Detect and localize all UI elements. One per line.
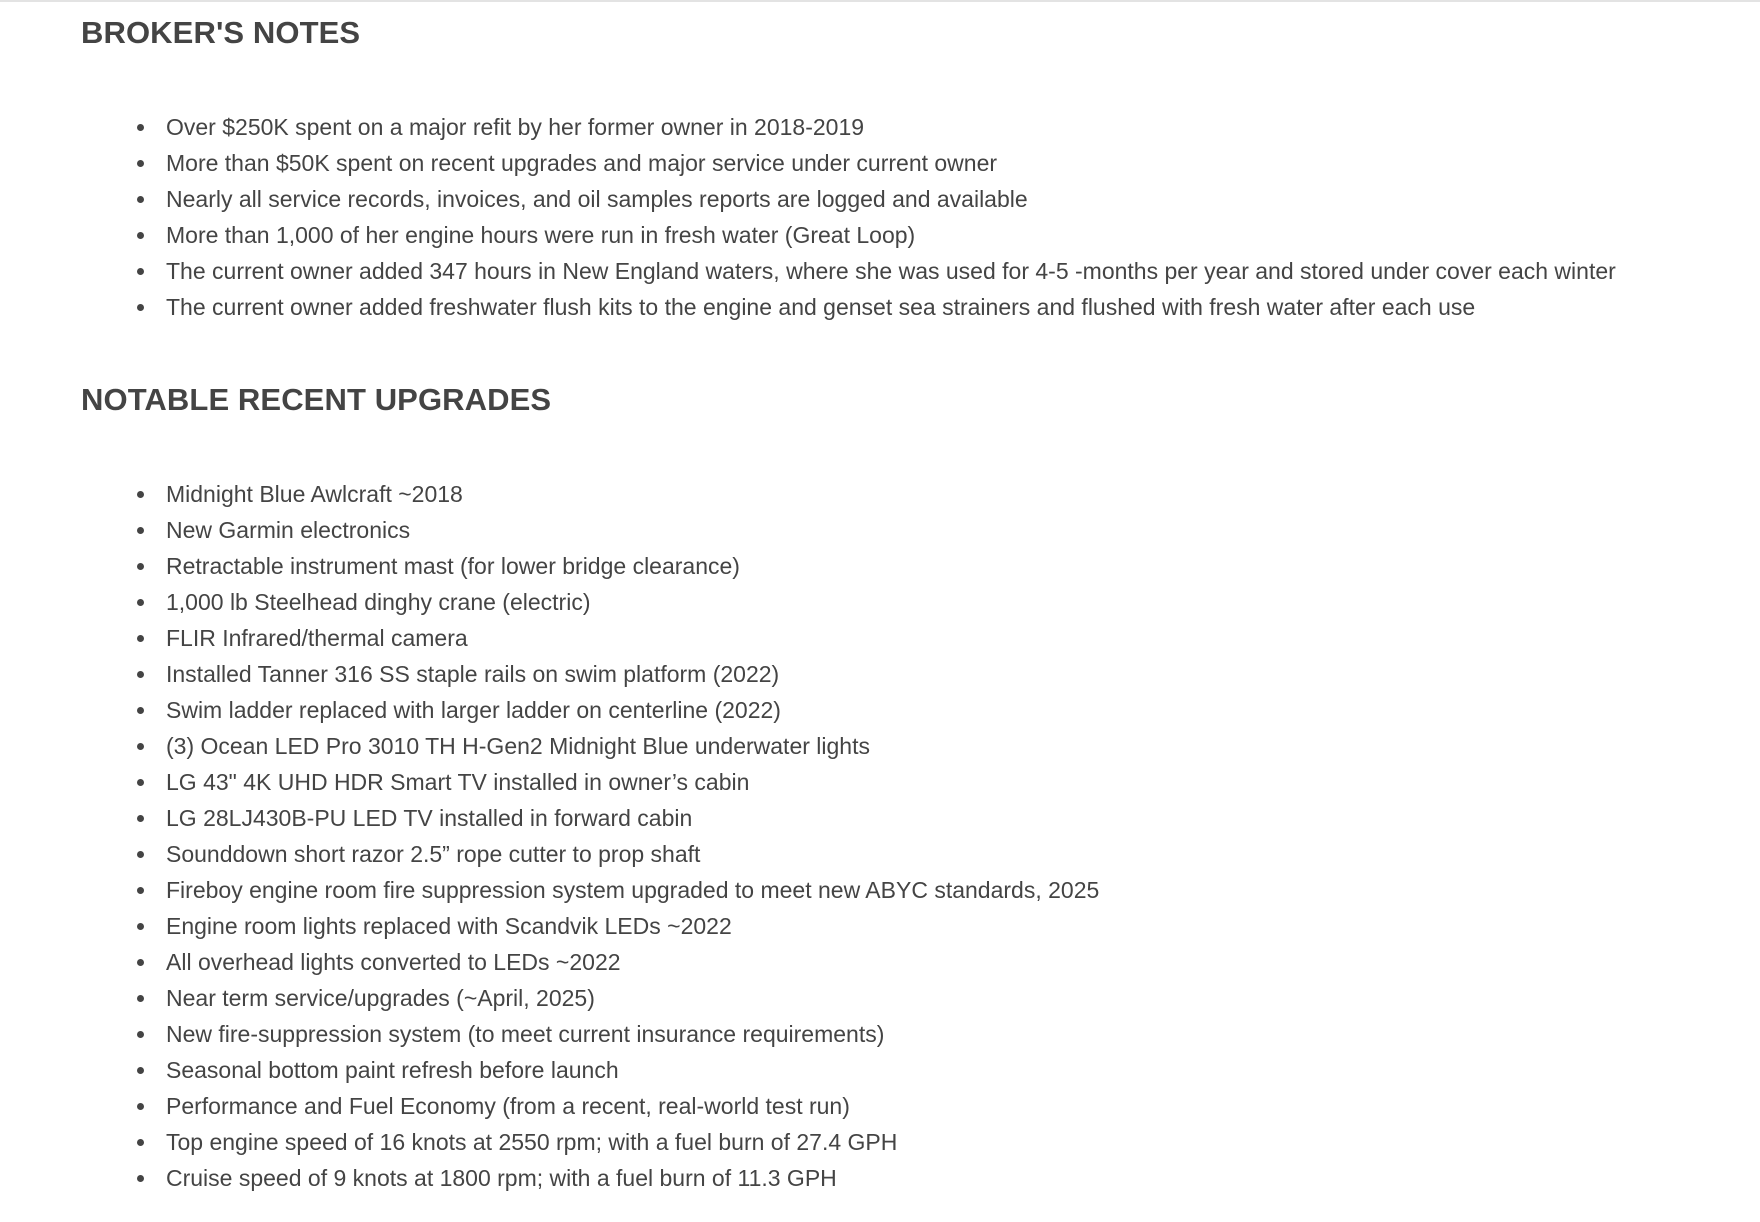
list-item [81,620,1099,656]
bullet-icon [137,196,144,203]
bullet-icon [137,124,144,131]
bullet-icon [137,995,144,1002]
bullet-icon [137,599,144,606]
bullet-icon [137,1031,144,1038]
list-item [81,944,1099,980]
list-item-text: The current owner added freshwater flush kits to the engine and genset sea strainers and flushed with fresh water after each use [166,294,1476,320]
bullet-icon [137,887,144,894]
notable-upgrades-list [81,476,1099,1196]
bullet-icon [137,1175,144,1182]
list-item-text: New Garmin electronics [166,517,411,543]
list-item [81,289,1616,325]
bullet-icon [137,1103,144,1110]
bullet-icon [137,232,144,239]
list-item [81,145,1616,181]
bullet-icon [137,160,144,167]
list-item [81,692,1099,728]
list-item-text: Seasonal bottom paint refresh before launch [166,1057,619,1083]
list-item-text: Nearly all service records, invoices, and oil samples reports are logged and available [166,186,1028,212]
bullet-icon [137,268,144,275]
list-item [81,217,1616,253]
list-item-text: Swim ladder replaced with larger ladder on centerline (2022) [166,697,781,723]
list-item-text: Over $250K spent on a major refit by her former owner in 2018-2019 [166,114,865,140]
bullet-icon [137,779,144,786]
list-item [81,512,1099,548]
list-item [81,181,1616,217]
list-item-text: More than $50K spent on recent upgrades and major service under current owner [166,150,998,176]
list-item-text: Installed Tanner 316 SS staple rails on swim platform (2022) [166,661,780,687]
list-item-text: Fireboy engine room fire suppression system upgraded to meet new ABYC standards, 2025 [166,877,1100,903]
list-item [81,253,1616,289]
list-item [81,548,1099,584]
list-item-text: Sounddown short razor 2.5” rope cutter to prop shaft [166,841,701,867]
list-item-text: Midnight Blue Awlcraft ~2018 [166,481,463,507]
list-item-text: 1,000 lb Steelhead dinghy crane (electric) [166,589,591,615]
bullet-icon [137,743,144,750]
list-item-text: LG 28LJ430B-PU LED TV installed in forward cabin [166,805,693,831]
brokers-notes-heading: BROKER'S NOTES [81,15,361,50]
list-item-text: Performance and Fuel Economy (from a recent, real-world test run) [166,1093,850,1119]
list-item-text: New fire-suppression system (to meet current insurance requirements) [166,1021,885,1047]
bullet-icon [137,923,144,930]
list-item [81,908,1099,944]
bullet-icon [137,959,144,966]
bullet-icon [137,707,144,714]
bullet-icon [137,1139,144,1146]
list-item-text: Retractable instrument mast (for lower bridge clearance) [166,553,740,579]
list-item [81,764,1099,800]
list-item [81,1016,1099,1052]
list-item-text: (3) Ocean LED Pro 3010 TH H-Gen2 Midnight Blue underwater lights [166,733,870,759]
bullet-icon [137,635,144,642]
list-item [81,1124,1099,1160]
list-item [81,476,1099,512]
list-item [81,872,1099,908]
list-item [81,1160,1099,1196]
list-item [81,656,1099,692]
list-item-text: All overhead lights converted to LEDs ~2022 [166,949,621,975]
notable-upgrades-heading: NOTABLE RECENT UPGRADES [81,382,552,417]
list-item-text: FLIR Infrared/thermal camera [166,625,468,651]
list-item [81,109,1616,145]
bullet-icon [137,304,144,311]
bullet-icon [137,563,144,570]
list-item-text: Cruise speed of 9 knots at 1800 rpm; with a fuel burn of 11.3 GPH [166,1165,837,1191]
list-item [81,584,1099,620]
list-item-text: LG 43" 4K UHD HDR Smart TV installed in owner’s cabin [166,769,750,795]
brokers-notes-list [81,109,1616,325]
list-item [81,1088,1099,1124]
bullet-icon [137,527,144,534]
bullet-icon [137,851,144,858]
list-item-text: The current owner added 347 hours in New England waters, where she was used for 4-5 -months per year and stored under cover each winter [166,258,1616,284]
bullet-icon [137,815,144,822]
bullet-icon [137,491,144,498]
list-item [81,728,1099,764]
list-item [81,836,1099,872]
list-item-text: Engine room lights replaced with Scandvik LEDs ~2022 [166,913,732,939]
list-item-text: Top engine speed of 16 knots at 2550 rpm; with a fuel burn of 27.4 GPH [166,1129,898,1155]
list-item-text: More than 1,000 of her engine hours were run in fresh water (Great Loop) [166,222,916,248]
top-divider [0,0,1760,2]
list-item [81,980,1099,1016]
list-item [81,800,1099,836]
list-item-text: Near term service/upgrades (~April, 2025) [166,985,595,1011]
list-item [81,1052,1099,1088]
bullet-icon [137,1067,144,1074]
bullet-icon [137,671,144,678]
